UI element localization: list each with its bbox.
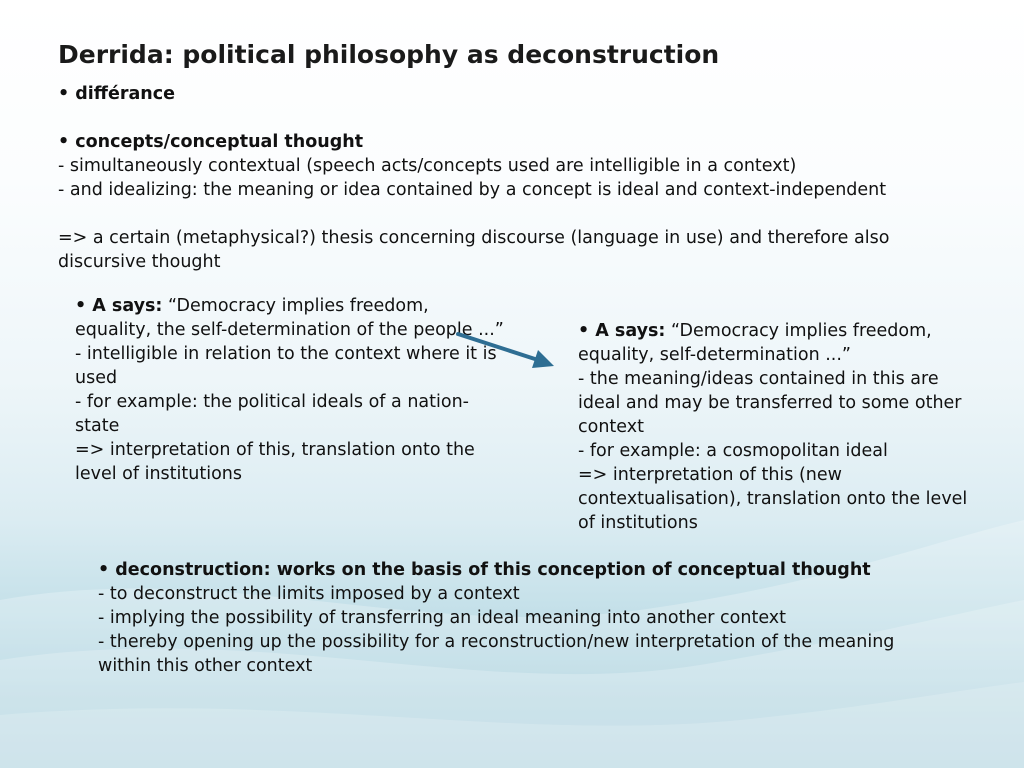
intro-line-idealizing: - and idealizing: the meaning or idea contained by a concept is ideal and context-independent — [58, 180, 887, 200]
right-line-meaning: - the meaning/ideas contained in this are ideal and may be transferred to some other context — [578, 369, 962, 437]
right-quote-paragraph — [578, 319, 978, 367]
right-quote: “Democracy implies freedom, equality, self-determination ...” — [578, 321, 932, 365]
spacer — [58, 202, 958, 226]
arrow-right-icon — [450, 320, 570, 380]
left-says-label: • A says: — [75, 296, 163, 316]
right-line-interpretation: => interpretation of this (new contextualisation), translation onto the level of institutions — [578, 465, 968, 533]
deconstruction-line-reconstruction: - thereby opening up the possibility for a reconstruction/new interpretation of the meaning within this other context — [98, 632, 895, 676]
bullet-differance: • différance — [58, 84, 175, 104]
deconstruction-line-limits: - to deconstruct the limits imposed by a context — [98, 584, 520, 604]
right-says-label: • A says: — [578, 321, 666, 341]
spacer — [58, 106, 958, 130]
left-line-example: - for example: the political ideals of a nation-state — [75, 392, 469, 436]
slide-title: Derrida: political philosophy as deconstruction — [58, 40, 720, 69]
intro-line-thesis: => a certain (metaphysical?) thesis concerning discourse (language in use) and therefore also discursive thought — [58, 228, 890, 272]
right-text-box — [578, 319, 978, 535]
left-line-interpretation: => interpretation of this, translation onto the level of institutions — [75, 440, 475, 484]
intro-line-contextual: - simultaneously contextual (speech acts/concepts used are intelligible in a context) — [58, 156, 797, 176]
right-line-example: - for example: a cosmopolitan ideal — [578, 441, 888, 461]
deconstruction-line-transfer: - implying the possibility of transferring an ideal meaning into another context — [98, 608, 787, 628]
left-line-intelligible: - intelligible in relation to the context where it is used — [75, 344, 497, 388]
deconstruction-heading: • deconstruction: works on the basis of this conception of conceptual thought — [98, 560, 871, 580]
left-quote: “Democracy implies freedom, equality, the self-determination of the people ...” — [75, 296, 504, 340]
left-quote-paragraph — [75, 294, 505, 342]
intro-section — [58, 82, 958, 274]
deconstruction-section — [98, 558, 918, 678]
left-text-box — [75, 294, 505, 486]
bullet-concepts: • concepts/conceptual thought — [58, 132, 364, 152]
